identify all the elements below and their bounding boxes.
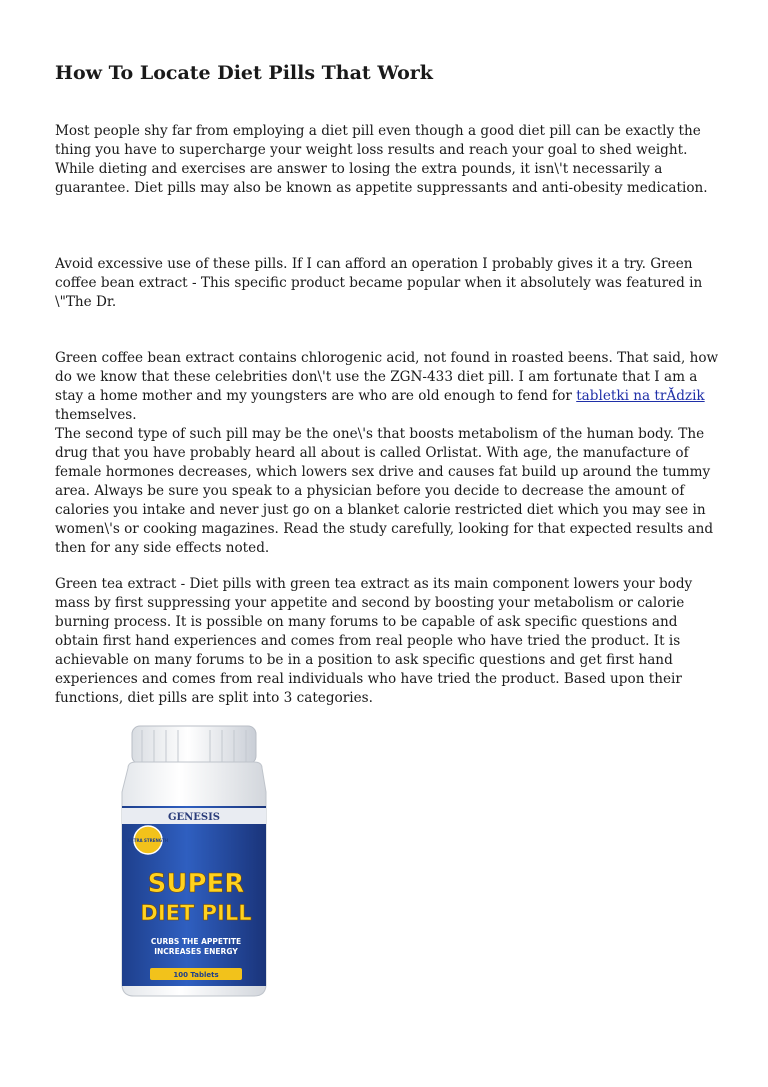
strength-badge-text: EXTRA STRENGTH — [127, 838, 169, 843]
bottle-title-super: SUPER — [147, 869, 245, 899]
bottle-claim-energy: INCREASES ENERGY — [154, 947, 238, 956]
tabletki-link[interactable]: tabletki na trĂdzik — [576, 388, 705, 404]
diet-pill-bottle-image — [110, 722, 280, 1002]
paragraph-intro: Most people shy far from employing a diet pill even though a good diet pill can be exactly the thing you have to supercharge your weight loss results and reach your goal to shed weight. While dieting and exercises are answer to losing the extra pounds, it isn\'t necessarily a guarantee. Diet pills may also be known as appetite suppressants and anti-obesity medication. — [55, 123, 708, 196]
paragraph-metabolism: The second type of such pill may be the one\'s that boosts metabolism of the human body. The drug that you have probably heard all about is called Orlistat. With age, the manufacture of female hormones decreases, which lowers sex drive and causes fat build up around the tummy area. Always be sure you speak to a physician before you decide to decrease the amount of calories you intake and never just go on a blanket calorie restricted diet which you may see in women\'s or cooking magazines. Read the study carefully, looking for that expected results and then for any side effects noted. — [55, 426, 714, 556]
tablet-count: 100 Tablets — [173, 971, 219, 979]
paragraph-usage: Avoid excessive use of these pills. If I can afford an operation I probably gives it a try. Green coffee bean extract - This specific product became popular when it absolutely was featured in \"The Dr. — [55, 256, 703, 310]
bottle-cap — [132, 726, 256, 764]
bottle-brand: GENESIS — [167, 812, 221, 823]
page-title: How To Locate Diet Pills That Work — [55, 62, 433, 84]
paragraph-text: Green coffee bean extract contains chlorogenic acid, not found in roasted beens. That said, how do we know that these celebrities don\'t use the ZGN-433 diet pill. I am fortunate that I am a stay a home mother and my youngsters are who are old enough to fend for — [55, 350, 719, 404]
bottle-claim-appetite: CURBS THE APPETITE — [150, 937, 242, 946]
paragraph-green-tea: Green tea extract - Diet pills with green tea extract as its main component lowers your body mass by first suppressing your appetite and second by boosting your metabolism or calorie burning process. It is possible on many forums to be capable of ask specific questions and obtain first hand experiences and comes from real people who have tried the product. It is achievable on many forums to be in a position to ask specific questions and get first hand experiences and comes from real individuals who have tried the product. Based upon their functions, diet pills are split into 3 categories. — [55, 576, 693, 706]
paragraph-coffee-bean — [55, 349, 720, 425]
bottle-title-diet-pill: DIET PILL — [140, 901, 252, 925]
paragraph-text: themselves. — [55, 407, 137, 423]
